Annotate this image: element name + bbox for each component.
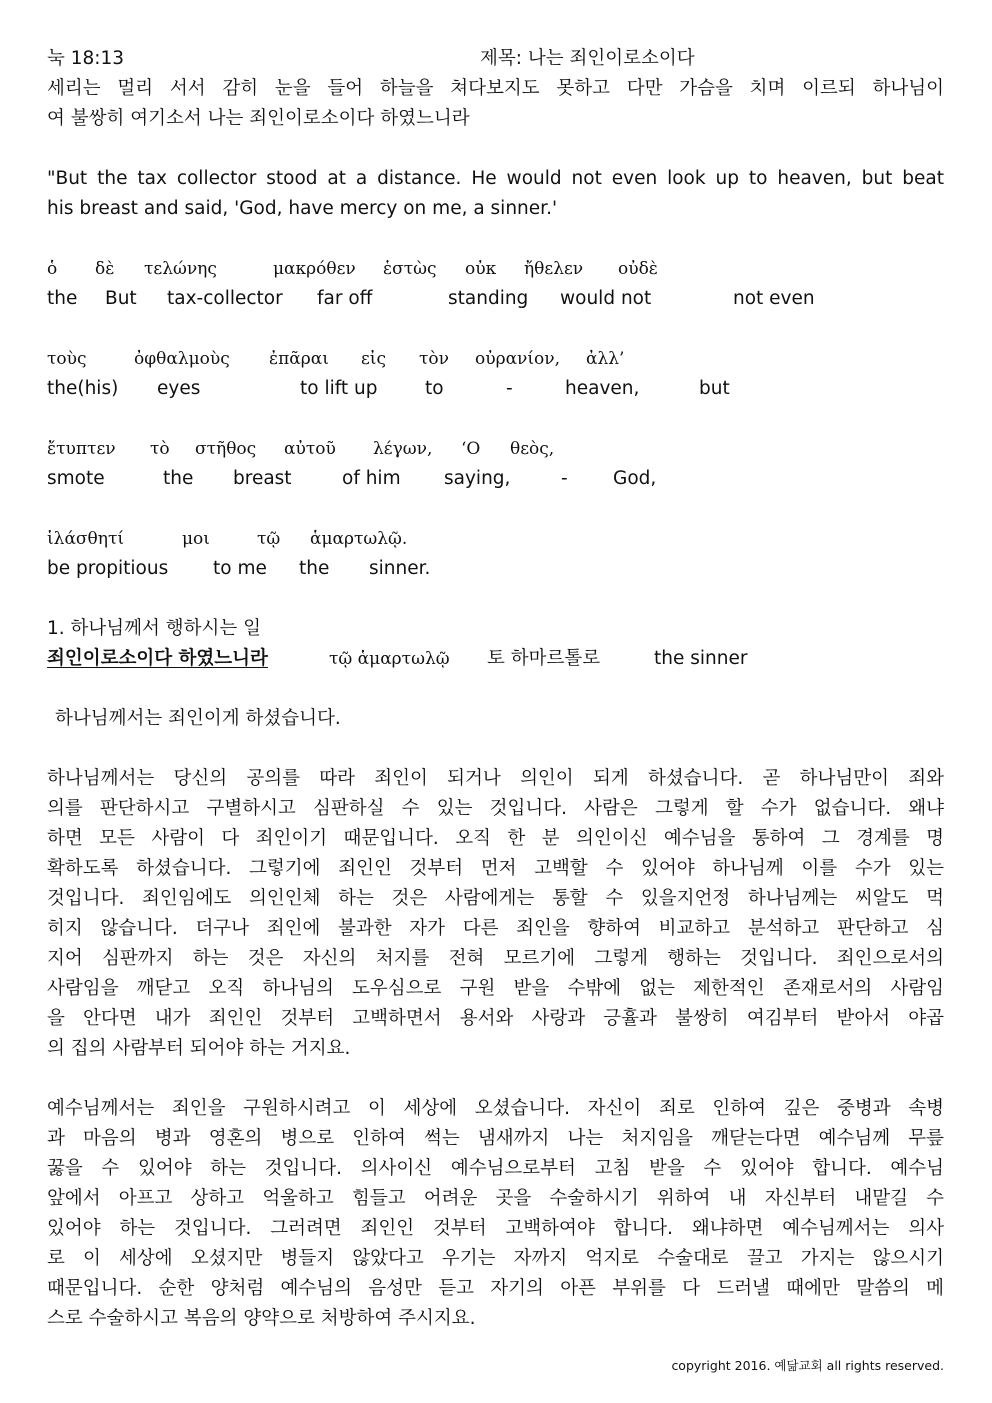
greek-line — [47, 524, 944, 554]
korean-verse-line: 세리는 멀리 서서 감히 눈을 들어 하늘을 쳐다보지도 못하고 다만 가슴을 치며 이르되 하나님이 — [47, 78, 944, 99]
paragraph-line: 앞에서 아프고 상하고 억울하고 힘들고 어려운 곳을 수술하시기 위하여 내 자신부터 내맡길 수 — [47, 1188, 944, 1209]
paragraph-line: 예수님께서는 죄인을 구원하시려고 이 세상에 오셨습니다. 자신이 죄로 인하여 깊은 중병과 속병 — [47, 1098, 944, 1119]
greek-word: εἰς — [361, 349, 386, 369]
greek-word: ἔτυπτεν — [47, 439, 116, 459]
paragraph-line: 하나님께서는 당신의 공의를 따라 죄인이 되거나 의인이 되게 하셨습니다. 곧 하나님만이 죄와 — [47, 768, 944, 789]
greek-word: οὐδὲ — [618, 259, 658, 279]
paragraph-line: 을 안다면 내가 죄인인 것부터 고백하면서 용서와 사랑과 긍휼과 불쌍히 여김부터 받아서 야곱 — [47, 1008, 944, 1029]
paragraph-line: 히지 않습니다. 더구나 죄인에 불과한 자가 다른 죄인을 향하여 비교하고 분석하고 판단하고 심 — [47, 918, 944, 939]
greek-word: τῷ — [257, 529, 281, 549]
greek-word: τὸν — [419, 349, 449, 369]
paragraph-line: 지어 심판까지 하는 것은 자신의 처지를 전혀 모르기에 그렇게 행하는 것입니다. 죄인으로서의 — [47, 948, 944, 969]
greek-word: ἑστὼς — [383, 259, 437, 279]
gloss-word: to me — [213, 558, 267, 579]
gloss-word: would not — [560, 288, 652, 309]
gloss-word: of him — [342, 468, 401, 489]
paragraph-line: 때문입니다. 순한 양처럼 예수님의 음성만 듣고 자기의 아픈 부위를 다 드러낼 때에만 말씀의 메 — [47, 1278, 944, 1299]
greek-line — [47, 344, 944, 374]
copyright-footer: copyright 2016. 예닮교회 all rights reserved. — [671, 1358, 944, 1373]
gloss-word: to — [425, 378, 444, 399]
paragraph-line: 로 이 세상에 오셨지만 병들지 않았다고 우기는 자까지 억지로 수술대로 끌고 가지는 않으시기 — [47, 1248, 944, 1269]
gloss-word: tax-collector — [167, 288, 283, 309]
section-heading: 1. 하나님께서 행하시는 일 — [47, 618, 262, 639]
paragraph-line: 의를 판단하시고 구별하시고 심판하실 수 있는 것입니다. 사람은 그렇게 할 수가 없습니다. 왜냐 — [47, 798, 944, 819]
greek-word: δὲ — [95, 259, 115, 279]
paragraph-line: 하면 모든 사람이 다 죄인이기 때문입니다. 오직 한 분 의인이신 예수님을 통하여 그 경계를 명 — [47, 828, 944, 849]
gloss-line — [47, 554, 944, 584]
header-line — [47, 44, 944, 74]
gloss-word: the(his) — [47, 378, 119, 399]
paragraph-line: 사람임을 깨닫고 오직 하나님의 도우심으로 구원 받을 수밖에 없는 제한적인 존재로서의 사람임 — [47, 978, 944, 999]
greek-word: ἱλάσθητί — [47, 529, 125, 549]
greek-word: αὐτοῦ — [284, 439, 336, 459]
key-phrase-line — [47, 644, 944, 674]
korean-verse-line: 여 불쌍히 여기소서 나는 죄인이로소이다 하였느니라 — [47, 108, 470, 129]
key-phrase-greek: τῷ ἁμαρτωλῷ — [329, 649, 450, 669]
gloss-line — [47, 464, 944, 494]
greek-word: στῆθος — [195, 439, 257, 459]
greek-word: οὐκ — [465, 259, 497, 279]
gloss-word: to lift up — [300, 378, 378, 399]
gloss-word: the — [299, 558, 330, 579]
gloss-word: heaven, — [565, 378, 640, 399]
section-intro: 하나님께서는 죄인이게 하셨습니다. — [55, 708, 341, 729]
gloss-word: But — [105, 288, 137, 309]
paragraph-line: 의 집의 사람부터 되어야 하는 거지요. — [47, 1038, 351, 1059]
greek-word: λέγων, — [373, 439, 433, 459]
gloss-line — [47, 374, 944, 404]
paragraph-line: 과 마음의 병과 영혼의 병으로 인하여 썩는 냄새까지 나는 처지임을 깨닫는다면 예수님께 무릎 — [47, 1128, 944, 1149]
greek-word: ἁμαρτωλῷ. — [310, 529, 408, 549]
greek-word: ἀλλ’ — [586, 349, 625, 369]
gloss-word: be propitious — [47, 558, 169, 579]
scripture-reference: 눅 18:13 — [47, 48, 125, 69]
greek-word: τοὺς — [47, 349, 87, 369]
greek-word: ὁ — [47, 259, 58, 279]
greek-word: ἤθελεν — [524, 259, 584, 279]
gloss-word: not even — [733, 288, 815, 309]
greek-word: τελώνης — [144, 259, 217, 279]
key-phrase: 죄인이로소이다 하였느니라 — [47, 648, 268, 669]
gloss-word: breast — [233, 468, 292, 489]
paragraph-line: 꿇을 수 있어야 하는 것입니다. 의사이신 예수님으로부터 고침 받을 수 있어야 합니다. 예수님 — [47, 1158, 944, 1179]
english-verse-line: "But the tax collector stood at a distance. He would not even look up to heaven, but beat — [47, 168, 944, 189]
greek-word: θεὸς, — [510, 439, 555, 459]
greek-line — [47, 434, 944, 464]
greek-word: ‘Ο — [461, 439, 481, 459]
paragraph-line: 확하도록 하셨습니다. 그렇기에 죄인인 것부터 먼저 고백할 수 있어야 하나님께 이를 수가 있는 — [47, 858, 944, 879]
greek-word: ἐπᾶραι — [269, 349, 329, 369]
gloss-word: far off — [317, 288, 373, 309]
paragraph-line: 있어야 하는 것입니다. 그러려면 죄인인 것부터 고백하여야 합니다. 왜냐하면 예수님께서는 의사 — [47, 1218, 944, 1239]
key-phrase-transliteration: 토 하마르톨로 — [487, 648, 601, 669]
greek-line — [47, 254, 944, 284]
document-body — [47, 44, 944, 1334]
paragraph-line: 것입니다. 죄인임에도 의인인체 하는 것은 사람에게는 통할 수 있을지언정 하나님께는 씨알도 먹 — [47, 888, 944, 909]
gloss-word: the — [163, 468, 194, 489]
greek-word: οὐρανίον, — [475, 349, 561, 369]
gloss-line — [47, 284, 944, 314]
sermon-title: 제목: 나는 죄인이로소이다 — [480, 48, 695, 69]
greek-word: τὸ — [150, 439, 170, 459]
greek-word: μοι — [182, 529, 210, 549]
gloss-word: God, — [613, 468, 657, 489]
gloss-word: standing — [448, 288, 529, 309]
gloss-word: - — [506, 378, 513, 399]
gloss-word: sinner. — [369, 558, 431, 579]
gloss-word: eyes — [157, 378, 201, 399]
gloss-word: smote — [47, 468, 105, 489]
english-verse-line: his breast and said, 'God, have mercy on me, a sinner.' — [47, 198, 558, 219]
greek-word: ὀφθαλμοὺς — [134, 349, 230, 369]
key-phrase-english: the sinner — [654, 648, 748, 669]
gloss-word: the — [47, 288, 78, 309]
gloss-word: - — [561, 468, 568, 489]
greek-word: μακρόθεν — [273, 259, 356, 279]
gloss-word: but — [699, 378, 730, 399]
paragraph-line: 스로 수술하시고 복음의 양약으로 처방하여 주시지요. — [47, 1308, 476, 1329]
gloss-word: saying, — [444, 468, 511, 489]
